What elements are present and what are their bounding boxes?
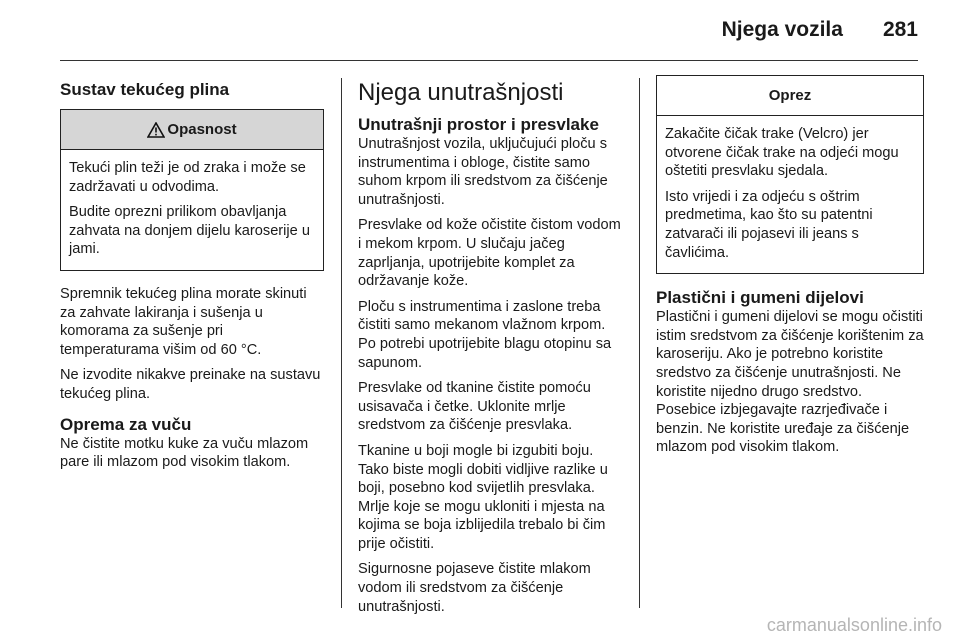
caution-box-heading: Oprez xyxy=(657,76,923,116)
danger-box xyxy=(60,109,324,271)
warning-triangle-icon xyxy=(147,122,165,138)
danger-box-heading xyxy=(61,110,323,150)
body-paragraph: Unutrašnjost vozila, uključujući ploču s instrumentima i obloge, čistite samo suhom krpom ili sredstvom za čišćenje unutrašnjosti. xyxy=(358,136,608,208)
section-title-lpg: Sustav tekućeg plina xyxy=(60,80,230,99)
watermark: carmanualsonline.info xyxy=(766,615,942,635)
caution-paragraph: Zakačite čičak trake (Velcro) jer otvorene čičak trake na odjeći mogu oštetiti presvlaku sjedala. xyxy=(665,126,899,180)
body-paragraph: Presvlake od tkanine čistite pomoću usisavača i četke. Uklonite mrlje sredstvom za čišćenje presvlaka. xyxy=(358,380,591,434)
body-paragraph: Presvlake od kože očistite čistom vodom i mekom krpom. U slučaju jačeg zaprljanja, upotrijebite komplet za održavanje kože. xyxy=(358,217,621,290)
column-divider-2 xyxy=(639,78,640,608)
body-paragraph: Ne izvodite nikakve preinake na sustavu tekućeg plina. xyxy=(60,367,321,402)
danger-box-label: Opasnost xyxy=(167,121,237,138)
danger-box-body xyxy=(61,150,323,270)
subsection-title-plastic: Plastični i gumeni dijelovi xyxy=(656,288,864,308)
danger-paragraph: Budite oprezni prilikom obavljanja zahvata na donjem dijelu karoserije u jami. xyxy=(69,204,310,258)
page-number: 281 xyxy=(882,18,918,41)
section-title-interior: Njega unutrašnjosti xyxy=(358,79,564,106)
caution-box xyxy=(656,75,924,274)
header-rule xyxy=(60,60,918,61)
caution-paragraph: Isto vrijedi i za odjeću s oštrim predmetima, kao što su patentni zatvarači ili pojasevi ili jeans s čavlićima. xyxy=(665,188,873,261)
body-paragraph: Sigurnosne pojaseve čistite mlakom vodom ili sredstvom za čišćenje unutrašnjosti. xyxy=(358,561,591,615)
page-header xyxy=(722,18,918,42)
body-paragraph: Spremnik tekućeg plina morate skinuti za zahvate lakiranja i sušenja u komorama za sušenje pri temperaturama višim od 60 °C. xyxy=(60,285,307,358)
subsection-title-towing: Oprema za vuču xyxy=(60,414,192,434)
body-paragraph: Ne čistite motku kuke za vuču mlazom pare ili mlazom pod visokim tlakom. xyxy=(60,435,309,471)
body-paragraph: Tkanine u boji mogle bi izgubiti boju. Tako biste mogli dobiti vidljive razlike u boji, posebno kod svijetlih presvlaka. Mrlje koje se mogu ukloniti i mjesta na kojima se boja izblijedila trebalo bi čim prije očistiti. xyxy=(358,442,608,552)
danger-paragraph: Tekući plin teži je od zraka i može se zadržavati u odvodima. xyxy=(69,160,306,195)
subsection-title-upholstery: Unutrašnji prostor i presvlake xyxy=(358,115,599,134)
header-title: Njega vozila xyxy=(721,18,843,41)
body-paragraph: Plastični i gumeni dijelovi se mogu očistiti istim sredstvom za čišćenje korištenim za karoseriju. Ako je potrebno koristite sredstvo za čišćenje unutrašnjosti. Ne koristite nijedno drugo sredstvo. Posebice izbjegavajte razrjeđivače i benzin. Ne koristite uređaje za čišćenje mlazom pod visokim tlakom. xyxy=(656,309,924,456)
column-1 xyxy=(60,80,324,479)
column-3 xyxy=(656,75,924,464)
column-divider-1 xyxy=(341,78,342,608)
body-paragraph: Ploču s instrumentima i zaslone treba čistiti samo mekanom vlažnom krpom. Po potrebi upotrijebite blagu otopinu sa sapunom. xyxy=(358,298,612,371)
column-2 xyxy=(358,80,626,623)
caution-box-body xyxy=(657,116,923,273)
